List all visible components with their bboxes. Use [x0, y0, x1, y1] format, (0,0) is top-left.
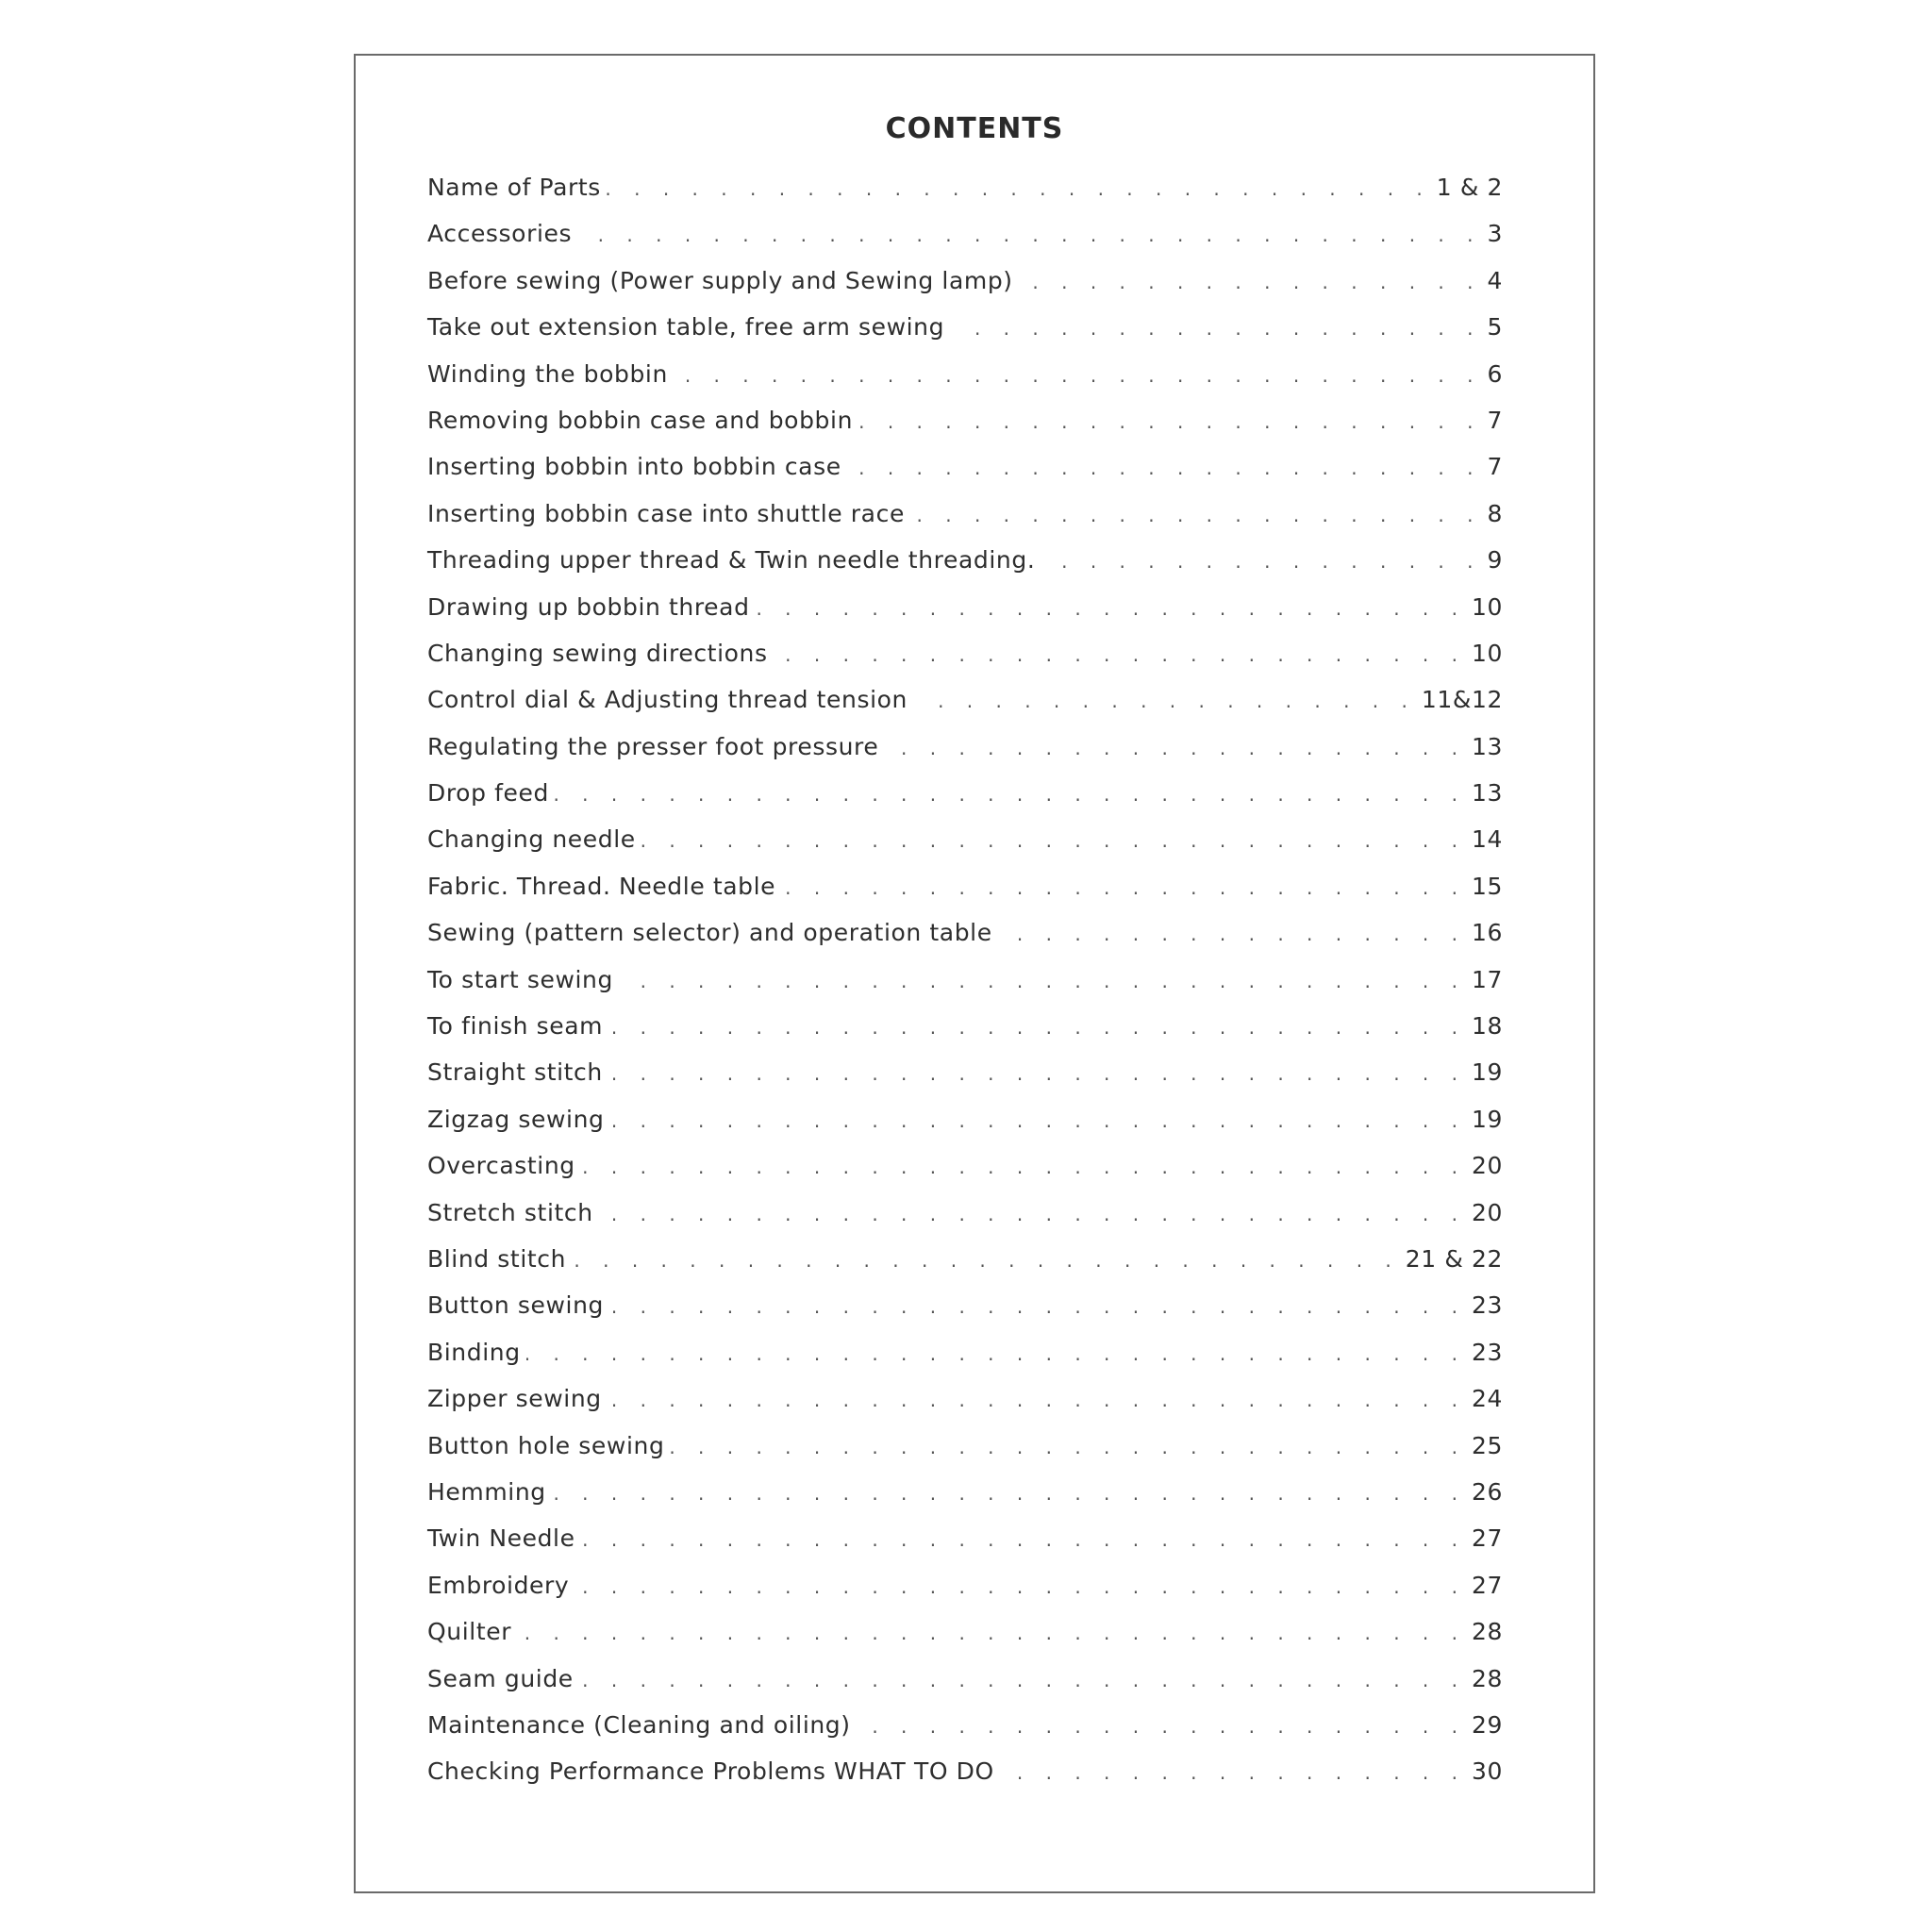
toc-entry — [427, 537, 1503, 583]
toc-entry — [427, 1656, 1503, 1702]
toc-entry-title: Blind stitch — [427, 1244, 567, 1273]
toc-entry-title: Straight stitch — [427, 1058, 603, 1087]
toc-entry-page-number: 11&12 — [1421, 686, 1503, 714]
dot-leader — [670, 1424, 1466, 1471]
toc-entry-page-number: 23 — [1471, 1338, 1503, 1366]
toc-entry-page-number: 6 — [1487, 359, 1503, 388]
toc-entry-page-number: 28 — [1471, 1664, 1503, 1692]
toc-entry-page-number: 7 — [1487, 406, 1503, 434]
dot-leader — [674, 353, 1482, 399]
dot-leader — [555, 772, 1466, 818]
document-page — [354, 54, 1595, 1893]
toc-entry — [427, 1469, 1503, 1515]
dot-leader — [608, 1377, 1466, 1424]
toc-entry-title: Regulating the presser foot pressure — [427, 732, 879, 760]
toc-entry-page-number: 14 — [1471, 825, 1503, 854]
toc-entry — [427, 1702, 1503, 1748]
toc-entry — [427, 210, 1503, 257]
toc-entry-page-number: 25 — [1471, 1431, 1503, 1459]
dot-leader — [1000, 1750, 1466, 1796]
toc-entry — [427, 491, 1503, 537]
toc-entry — [427, 258, 1503, 304]
page-title: CONTENTS — [885, 112, 1064, 145]
toc-entry-title: Fabric. Thread. Needle table — [427, 872, 776, 900]
toc-entry — [427, 676, 1503, 723]
dot-leader — [572, 1238, 1400, 1284]
toc-entry-page-number: 24 — [1471, 1385, 1503, 1413]
toc-entry-title: Zipper sewing — [427, 1385, 602, 1413]
toc-entry — [427, 1423, 1503, 1469]
toc-entry-title: Hemming — [427, 1477, 546, 1506]
toc-entry — [427, 1608, 1503, 1655]
toc-entry-page-number: 18 — [1471, 1012, 1503, 1041]
dot-leader — [847, 445, 1482, 491]
toc-entry-title: Control dial & Adjusting thread tension — [427, 686, 908, 714]
dot-leader — [581, 1517, 1466, 1563]
table-of-contents — [427, 164, 1503, 1795]
toc-entry-title: Before sewing (Power supply and Sewing lamp) — [427, 266, 1013, 294]
dot-leader — [913, 678, 1416, 724]
toc-entry-title: Overcasting — [427, 1152, 575, 1180]
toc-entry — [427, 724, 1503, 770]
toc-entry-page-number: 5 — [1487, 313, 1503, 341]
dot-leader — [857, 1704, 1466, 1750]
toc-entry-title: Inserting bobbin into bobbin case — [427, 453, 841, 481]
toc-entry-title: Drawing up bobbin thread — [427, 592, 750, 621]
toc-entry-title: To finish seam — [427, 1012, 604, 1041]
dot-leader — [581, 1144, 1466, 1191]
toc-entry — [427, 1515, 1503, 1561]
toc-entry-page-number: 10 — [1471, 592, 1503, 621]
toc-entry — [427, 443, 1503, 490]
toc-entry — [427, 957, 1503, 1003]
toc-entry — [427, 397, 1503, 443]
dot-leader — [552, 1471, 1466, 1517]
dot-leader — [781, 865, 1466, 911]
toc-entry — [427, 1096, 1503, 1142]
toc-entry-page-number: 13 — [1471, 779, 1503, 808]
toc-entry-page-number: 19 — [1471, 1105, 1503, 1133]
toc-entry-page-number: 1 & 2 — [1436, 174, 1503, 201]
toc-entry-page-number: 3 — [1487, 220, 1503, 248]
toc-entry-title: Removing bobbin case and bobbin — [427, 406, 854, 434]
toc-entry-page-number: 10 — [1471, 639, 1503, 667]
toc-entry-title: Name of Parts — [427, 174, 601, 201]
dot-leader — [1019, 259, 1482, 306]
toc-entry — [427, 863, 1503, 909]
toc-entry-title: Changing sewing directions — [427, 639, 768, 667]
toc-entry-page-number: 27 — [1471, 1571, 1503, 1599]
toc-entry — [427, 1282, 1503, 1328]
dot-leader — [517, 1610, 1466, 1657]
toc-entry — [427, 1236, 1503, 1282]
toc-entry-page-number: 15 — [1471, 872, 1503, 900]
dot-leader — [610, 1098, 1466, 1144]
toc-entry-page-number: 9 — [1487, 546, 1503, 575]
toc-entry-title: Drop feed — [427, 779, 549, 808]
toc-entry — [427, 1142, 1503, 1189]
toc-entry — [427, 1049, 1503, 1095]
toc-entry — [427, 1003, 1503, 1049]
toc-entry-page-number: 19 — [1471, 1058, 1503, 1087]
toc-entry — [427, 1562, 1503, 1608]
dot-leader — [1041, 539, 1481, 585]
toc-entry-title: To start sewing — [427, 965, 613, 993]
dot-leader — [526, 1331, 1466, 1377]
toc-entry-page-number: 20 — [1471, 1152, 1503, 1180]
toc-entry-page-number: 13 — [1471, 732, 1503, 760]
dot-leader — [756, 586, 1466, 632]
toc-entry-title: Changing needle — [427, 825, 636, 854]
dot-leader — [858, 399, 1481, 445]
dot-leader — [579, 1657, 1466, 1704]
toc-entry — [427, 1329, 1503, 1375]
toc-entry-title: Button sewing — [427, 1291, 604, 1320]
toc-entry — [427, 909, 1503, 956]
toc-entry-page-number: 21 & 22 — [1405, 1244, 1503, 1273]
toc-entry-title: Button hole sewing — [427, 1431, 665, 1459]
dot-leader — [607, 166, 1431, 212]
dot-leader — [577, 212, 1481, 258]
toc-entry-page-number: 23 — [1471, 1291, 1503, 1320]
dot-leader — [619, 958, 1466, 1005]
toc-entry — [427, 584, 1503, 630]
dot-leader — [575, 1564, 1466, 1610]
toc-entry-title: Quilter — [427, 1618, 512, 1646]
toc-entry — [427, 351, 1503, 397]
dot-leader — [950, 306, 1481, 352]
dot-leader — [599, 1191, 1466, 1238]
toc-entry-page-number: 26 — [1471, 1477, 1503, 1506]
dot-leader — [609, 1284, 1466, 1330]
toc-entry — [427, 1375, 1503, 1422]
toc-entry-page-number: 7 — [1487, 453, 1503, 481]
dot-leader — [608, 1051, 1466, 1097]
dot-leader — [998, 911, 1466, 958]
toc-entry — [427, 630, 1503, 676]
toc-entry-title: Binding — [427, 1338, 521, 1366]
toc-entry — [427, 816, 1503, 862]
toc-entry-title: Checking Performance Problems WHAT TO DO — [427, 1757, 994, 1786]
toc-entry-title: Zigzag sewing — [427, 1105, 605, 1133]
toc-entry — [427, 164, 1503, 210]
toc-entry-page-number: 16 — [1471, 919, 1503, 947]
toc-entry-title: Twin Needle — [427, 1524, 575, 1553]
dot-leader — [884, 725, 1466, 772]
toc-entry-title: Winding the bobbin — [427, 359, 668, 388]
dot-leader — [910, 492, 1482, 539]
toc-entry-page-number: 30 — [1471, 1757, 1503, 1786]
toc-entry-page-number: 27 — [1471, 1524, 1503, 1553]
toc-entry-page-number: 20 — [1471, 1198, 1503, 1226]
toc-entry-title: Accessories — [427, 220, 573, 248]
toc-entry — [427, 304, 1503, 350]
toc-entry-page-number: 28 — [1471, 1618, 1503, 1646]
toc-entry-title: Embroidery — [427, 1571, 570, 1599]
toc-entry-page-number: 4 — [1487, 266, 1503, 294]
toc-entry-title: Seam guide — [427, 1664, 574, 1692]
dot-leader — [774, 632, 1466, 678]
toc-entry-title: Sewing (pattern selector) and operation table — [427, 919, 992, 947]
toc-entry — [427, 1190, 1503, 1236]
toc-entry-title: Stretch stitch — [427, 1198, 593, 1226]
toc-entry-title: Threading upper thread & Twin needle threading. — [427, 546, 1036, 575]
toc-entry-page-number: 8 — [1487, 499, 1503, 527]
toc-entry — [427, 770, 1503, 816]
toc-entry-title: Maintenance (Cleaning and oiling) — [427, 1710, 851, 1739]
toc-entry-page-number: 17 — [1471, 965, 1503, 993]
dot-leader — [608, 1005, 1466, 1051]
toc-entry-title: Take out extension table, free arm sewing — [427, 313, 945, 341]
dot-leader — [641, 818, 1466, 864]
toc-entry-page-number: 29 — [1471, 1710, 1503, 1739]
toc-entry-title: Inserting bobbin case into shuttle race — [427, 499, 905, 527]
toc-entry — [427, 1748, 1503, 1794]
